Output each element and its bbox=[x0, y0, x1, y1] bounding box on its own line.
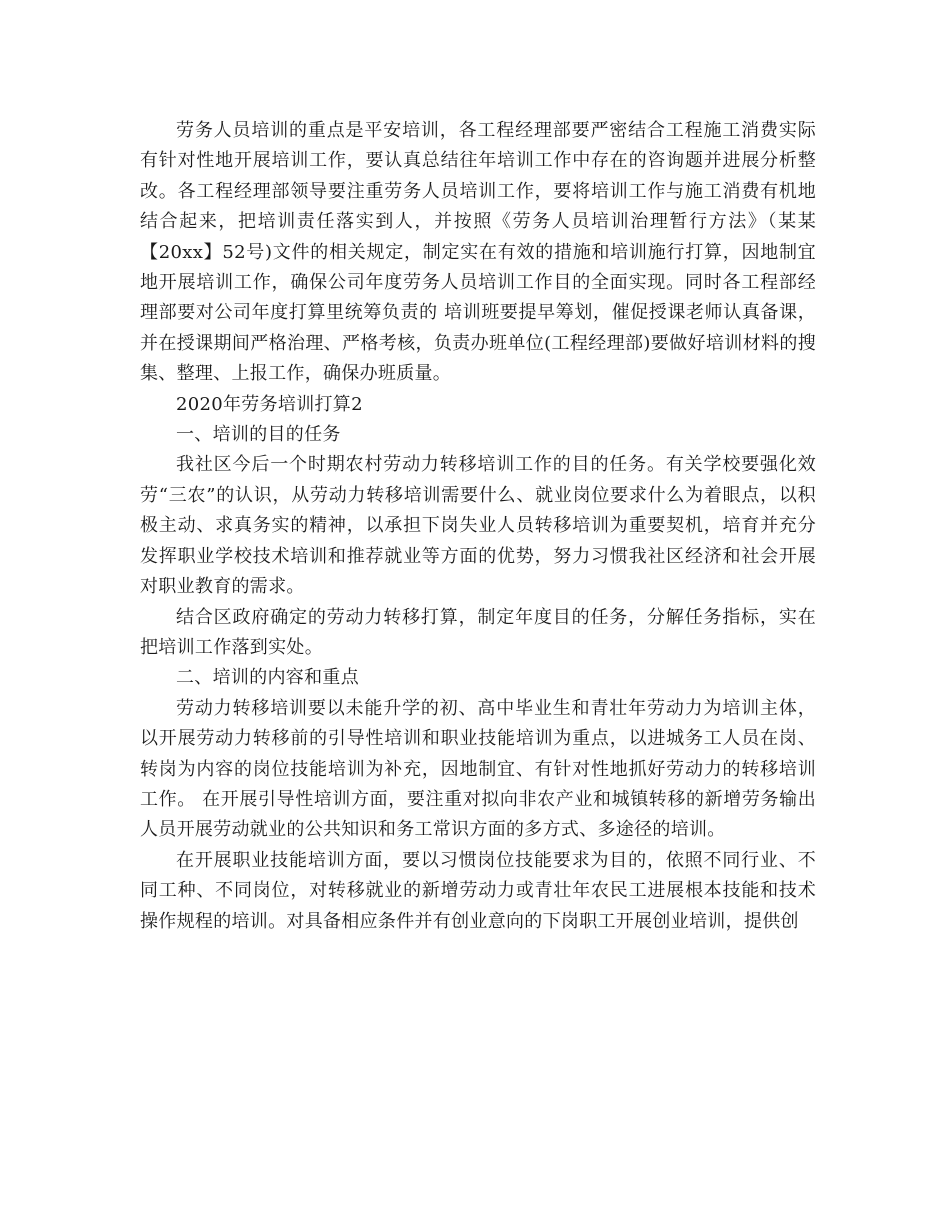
section-title: 2020年劳务培训打算2 bbox=[176, 393, 363, 415]
paragraph-intro: 劳务人员培训的重点是平安培训，各工程经理部要严密结合工程施工消费实际有针对性地开展培训工作，要认真总结往年培训工作中存在的咨询题并进展分析整改。各工程经理部领导要注重劳务人员培训工作，要将培训工作与施工消费有机地结合起来，把培训责任落实到人，并按照《劳务人员培训治理暂行方法》（某某【20xx】52号)文件的相关规定，制定实在有效的措施和培训施行打算，因地制宜地开展培训工作，确保公司年度劳务人员培训工作目的全面实现。同时各工程部经理部要对公司年度打算里统筹负责的 培训班要提早筹划，催促授课老师认真备课，并在授课期间严格治理、严格考核，负责办班单位(工程经理部)要做好培训材料的搜集、整理、上报工作，确保办班质量。 bbox=[140, 120, 816, 385]
heading-goals: 一、培训的目的任务 bbox=[176, 424, 341, 446]
paragraph-plan: 结合区政府确定的劳动力转移打算，制定年度目的任务，分解任务指标，实在把培训工作落到实处。 bbox=[140, 606, 816, 658]
paragraph-goals: 我社区今后一个时期农村劳动力转移培训工作的目的任务。有关学校要强化效劳“三农”的认识，从劳动力转移培训需要什么、就业岗位要求什么为着眼点，以积极主动、求真务实的精神，以承担下岗失业人员转移培训为重要契机，培育并充分发挥职业学校技术培训和推荐就业等方面的优势，努力习惯我社区经济和社会开展对职业教育的需求。 bbox=[140, 454, 816, 598]
paragraph-content: 劳动力转移培训要以未能升学的初、高中毕业生和青壮年劳动力为培训主体，以开展劳动力转移前的引导性培训和职业技能培训为重点，以进城务工人员在岗、转岗为内容的岗位技能培训为补充，因地制宜、有针对性地抓好劳动力的转移培训工作。 在开展引导性培训方面，要注重对拟向非农产业和城镇转移的新增劳务输出人员开展劳动就业的公共知识和务工常识方面的多方式、多途径的培训。 bbox=[140, 697, 816, 841]
document-body bbox=[140, 116, 816, 937]
paragraph-skills: 在开展职业技能培训方面，要以习惯岗位技能要求为目的，依照不同行业、不同工种、不同岗位，对转移就业的新增劳动力或青壮年农民工进展根本技能和技术操作规程的培训。对具备相应条件并有创业意向的下岗职工开展创业培训，提供创 bbox=[140, 849, 816, 932]
heading-content: 二、培训的内容和重点 bbox=[176, 667, 359, 689]
